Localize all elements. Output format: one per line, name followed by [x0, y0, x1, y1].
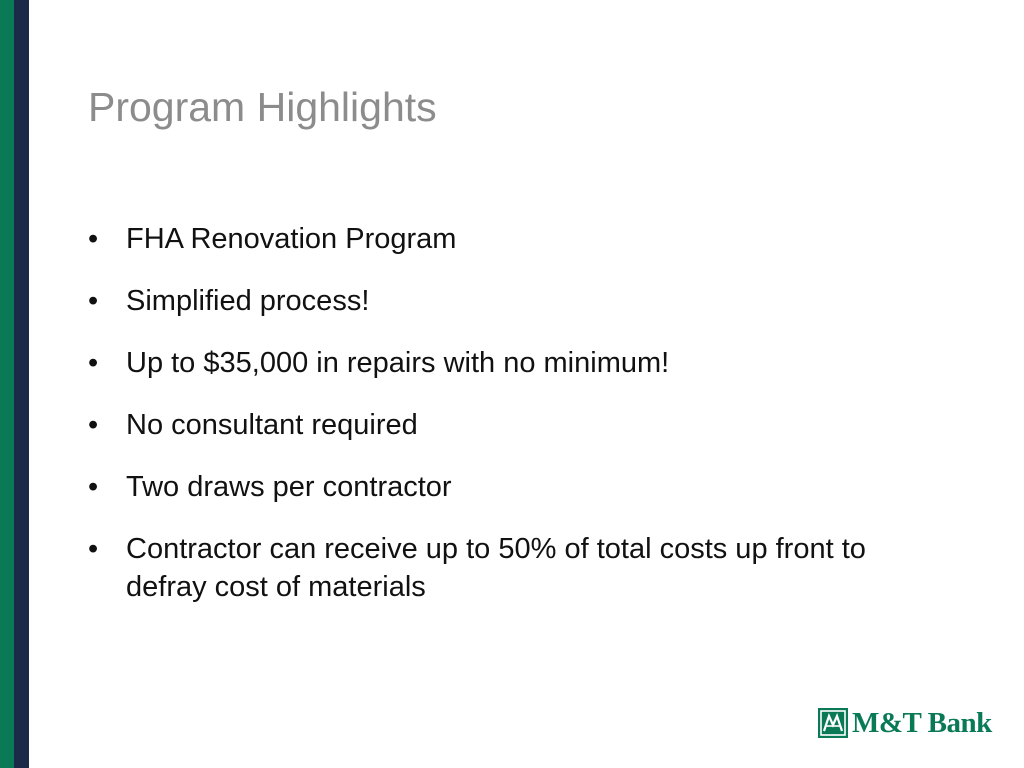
mt-bank-logo	[818, 708, 992, 738]
bullet-list	[84, 220, 924, 630]
bullet-dot-icon: •	[88, 285, 99, 317]
bullet-text: Up to $35,000 in repairs with no minimum!	[126, 347, 670, 379]
bullet-item	[84, 530, 924, 606]
bullet-item	[84, 220, 924, 258]
bullet-text: Simplified process!	[126, 285, 370, 317]
slide-title: Program Highlights	[88, 84, 437, 130]
left-accent-bar-navy	[14, 0, 29, 768]
bullet-item	[84, 344, 924, 382]
bullet-dot-icon: •	[88, 471, 99, 503]
mt-bank-logo-icon	[818, 708, 848, 738]
bullet-dot-icon: •	[88, 223, 99, 255]
bullet-text: FHA Renovation Program	[126, 223, 457, 255]
bullet-dot-icon: •	[88, 347, 99, 379]
bullet-item	[84, 468, 924, 506]
bullet-dot-icon: •	[88, 533, 99, 565]
bullet-text: No consultant required	[126, 409, 418, 441]
left-accent-bar-green	[0, 0, 14, 768]
bullet-dot-icon: •	[88, 409, 99, 441]
bullet-item	[84, 406, 924, 444]
bullet-item	[84, 282, 924, 320]
bullet-text: Two draws per contractor	[126, 471, 452, 503]
logo-text: M&T Bank	[852, 707, 992, 739]
bullet-text: Contractor can receive up to 50% of total costs up front to defray cost of materials	[126, 533, 866, 603]
